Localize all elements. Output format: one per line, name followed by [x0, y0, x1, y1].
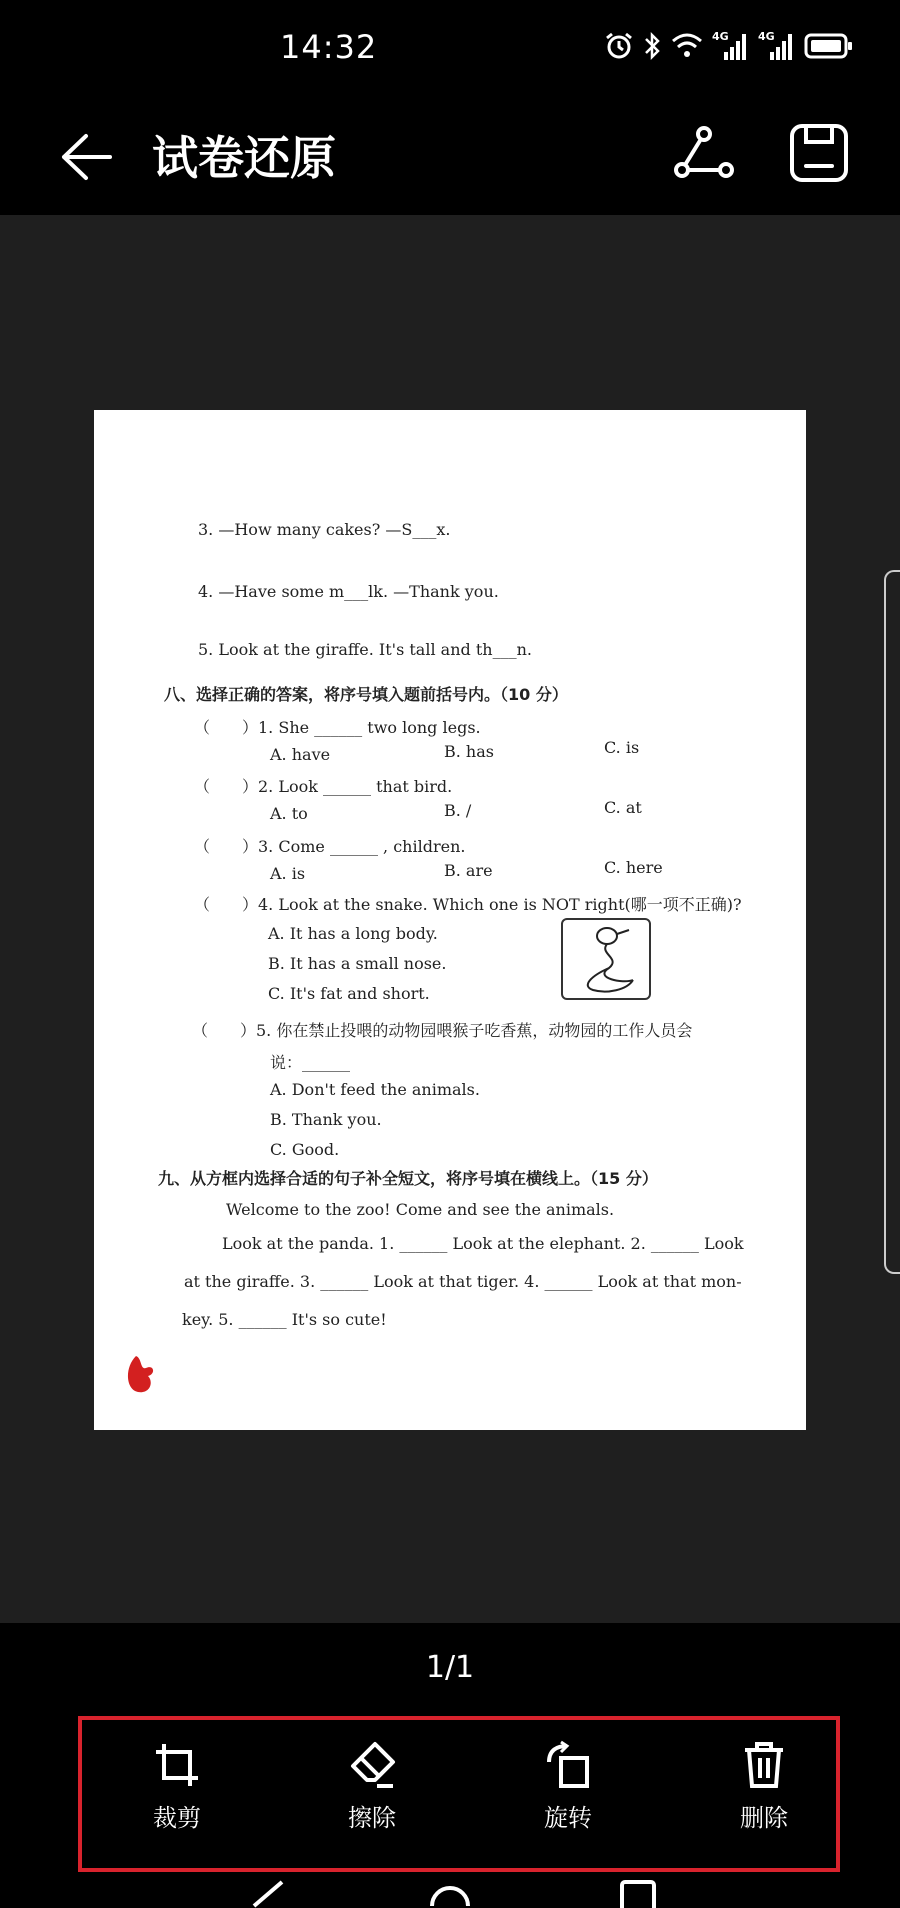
eraser-icon — [347, 1740, 397, 1790]
paper-line: 5. Look at the giraffe. It's tall and th___n. — [198, 640, 532, 659]
paper-line: Look at the panda. 1. ______ Look at the elephant. 2. ______ Look — [222, 1234, 744, 1253]
paper-line: （ ）3. Come ______ , children. — [194, 837, 466, 856]
share-icon — [670, 120, 736, 186]
arrow-left-icon — [56, 126, 118, 188]
section-heading: 八、选择正确的答案，将序号填入题前括号内。（10 分） — [164, 685, 568, 704]
option-b: B. are — [444, 861, 493, 880]
paper-line: （ ）5. 你在禁止投喂的动物园喂猴子吃香蕉，动物园的工作人员会 — [192, 1021, 693, 1040]
document-preview — [0, 215, 900, 1623]
page-indicator: 1/1 — [425, 1650, 475, 1685]
signal-icon-1 — [712, 30, 750, 62]
bluetooth-icon — [642, 30, 662, 62]
status-icons — [604, 30, 854, 62]
crop-icon — [152, 1740, 202, 1790]
back-button[interactable] — [56, 126, 118, 188]
paper-line: C. Good. — [270, 1140, 340, 1159]
rotate-icon — [543, 1740, 593, 1790]
paper-line: （ ）2. Look ______ that bird. — [194, 777, 453, 796]
option-b: B. has — [444, 742, 494, 761]
paper-line: C. It's fat and short. — [268, 984, 430, 1003]
nav-back-icon[interactable] — [248, 1878, 288, 1908]
save-button[interactable] — [786, 120, 852, 186]
rotate-button[interactable] — [508, 1740, 628, 1833]
snake-icon — [563, 920, 649, 998]
network-type-1: 4G — [712, 30, 729, 43]
red-ink-mark — [120, 1350, 160, 1396]
delete-button[interactable] — [704, 1740, 824, 1833]
option-c: C. at — [604, 798, 642, 817]
paper-line: （ ）1. She ______ two long legs. — [194, 718, 481, 737]
top-app-bar — [0, 100, 900, 215]
save-icon — [786, 120, 852, 186]
page-title: 试卷还原 — [152, 131, 336, 185]
paper-line: A. Don't feed the animals. — [270, 1080, 480, 1099]
crop-button[interactable] — [117, 1740, 237, 1833]
option-a: A. is — [270, 864, 306, 883]
exam-paper-page[interactable] — [94, 410, 806, 1430]
signal-icon-2 — [758, 30, 796, 62]
status-bar — [0, 0, 900, 100]
status-time: 14:32 — [280, 28, 378, 66]
side-drawer-handle[interactable] — [884, 570, 900, 1274]
paper-line: 4. —Have some m___lk. —Thank you. — [198, 582, 499, 601]
bottom-toolbar — [78, 1716, 840, 1872]
option-a: A. have — [270, 745, 331, 764]
wifi-icon — [670, 31, 704, 61]
snake-picture — [561, 918, 651, 1000]
rotate-label: 旋转 — [544, 1804, 592, 1832]
paper-line: B. Thank you. — [270, 1110, 382, 1129]
paper-line: at the giraffe. 3. ______ Look at that tiger. 4. ______ Look at that mon- — [184, 1272, 742, 1291]
alarm-icon — [604, 31, 634, 61]
nav-home-icon[interactable] — [428, 1878, 472, 1908]
option-c: C. here — [604, 858, 663, 877]
option-b: B. / — [444, 801, 472, 820]
network-type-2: 4G — [758, 30, 775, 43]
share-button[interactable] — [670, 120, 736, 186]
nav-recents-icon[interactable] — [618, 1878, 658, 1908]
paper-line: 3. —How many cakes? —S___x. — [198, 520, 451, 539]
paper-line: 说：______ — [270, 1053, 351, 1072]
erase-label: 擦除 — [348, 1804, 396, 1832]
paper-line: B. It has a small nose. — [268, 954, 447, 973]
paper-line: key. 5. ______ It's so cute! — [182, 1310, 387, 1329]
delete-label: 删除 — [740, 1804, 788, 1832]
crop-label: 裁剪 — [153, 1804, 201, 1832]
option-c: C. is — [604, 738, 640, 757]
section-heading: 九、从方框内选择合适的句子补全短文，将序号填在横线上。（15 分） — [158, 1169, 658, 1188]
trash-icon — [739, 1740, 789, 1790]
system-navigation-bar — [0, 1872, 900, 1902]
paper-line: Welcome to the zoo! Come and see the animals. — [226, 1200, 615, 1219]
paper-line: （ ）4. Look at the snake. Which one is NOT right(哪一项不正确)? — [194, 895, 742, 914]
option-a: A. to — [270, 804, 308, 823]
battery-icon — [804, 32, 854, 60]
erase-button[interactable] — [312, 1740, 432, 1833]
paper-line: A. It has a long body. — [268, 924, 438, 943]
